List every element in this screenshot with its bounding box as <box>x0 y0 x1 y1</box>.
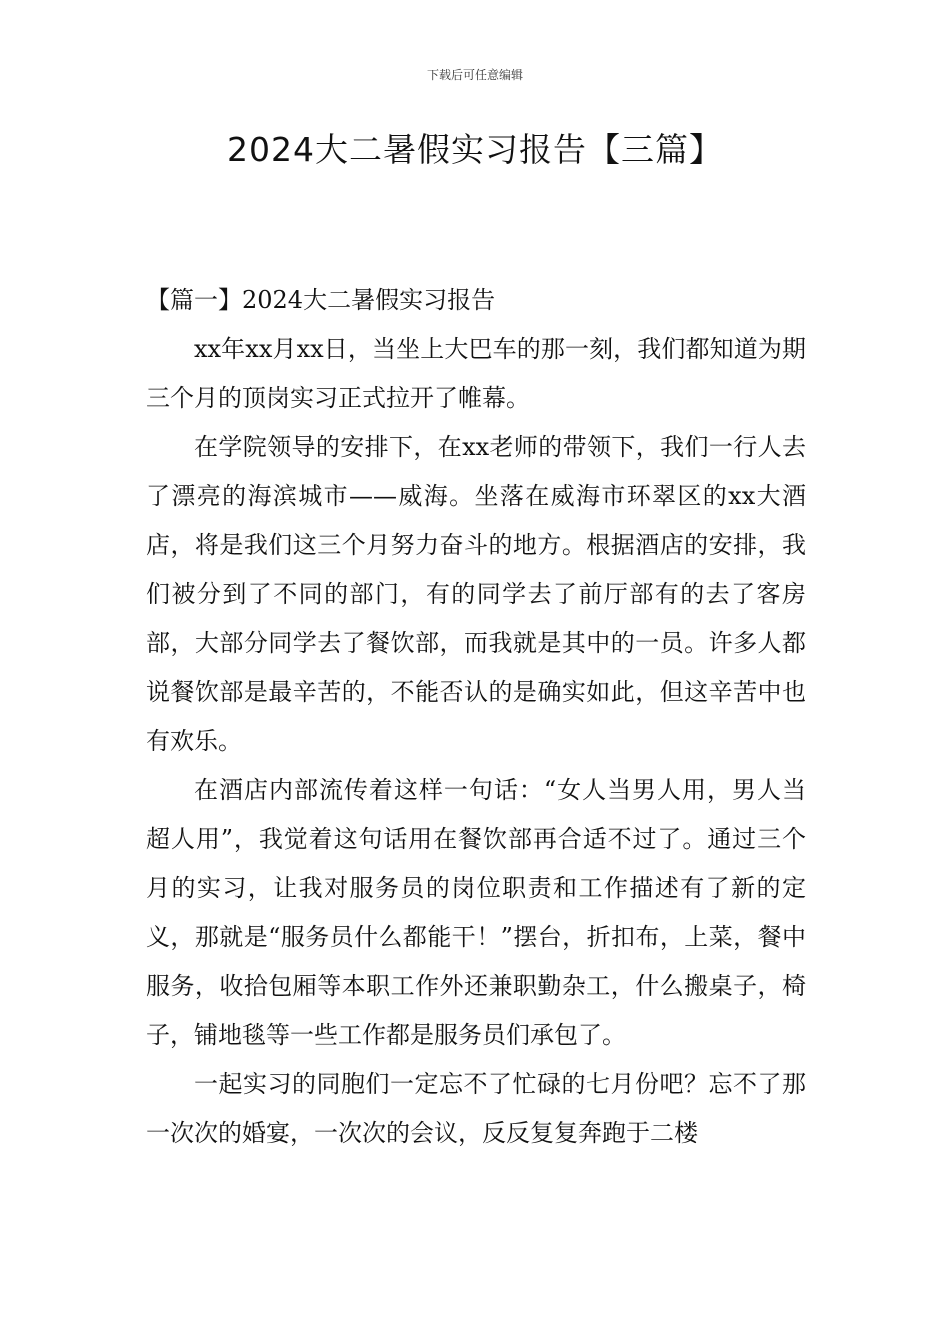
document-body <box>146 276 806 1158</box>
paragraph-2: 在学院领导的安排下，在xx老师的带领下，我们一行人去了漂亮的海滨城市——威海。坐落在威海市环翠区的xx大酒店，将是我们这三个月努力奋斗的地方。根据酒店的安排，我们被分到了不同的部门，有的同学去了前厅部有的去了客房部，大部分同学去了餐饮部，而我就是其中的一员。许多人都说餐饮部是最辛苦的，不能否认的是确实如此，但这辛苦中也有欢乐。 <box>146 433 806 755</box>
section-heading: 【篇一】2024大二暑假实习报告 <box>146 286 496 314</box>
header-note: 下载后可任意编辑 <box>426 68 523 82</box>
document-title: 2024大二暑假实习报告【三篇】 <box>227 130 723 169</box>
paragraph-1: xx年xx月xx日，当坐上大巴车的那一刻，我们都知道为期三个月的顶岗实习正式拉开了帷幕。 <box>146 335 806 412</box>
paragraph-4: 一起实习的同胞们一定忘不了忙碌的七月份吧？忘不了那一次次的婚宴，一次次的会议，反反复复奔跑于二楼 <box>146 1070 806 1147</box>
paragraph-3: 在酒店内部流传着这样一句话：“女人当男人用，男人当超人用”，我觉着这句话用在餐饮部再合适不过了。通过三个月的实习，让我对服务员的岗位职责和工作描述有了新的定义，那就是“服务员什么都能干！”摆台，折扣布，上菜，餐中服务，收拾包厢等本职工作外还兼职勤杂工，什么搬桌子，椅子，铺地毯等一些工作都是服务员们承包了。 <box>146 776 806 1049</box>
